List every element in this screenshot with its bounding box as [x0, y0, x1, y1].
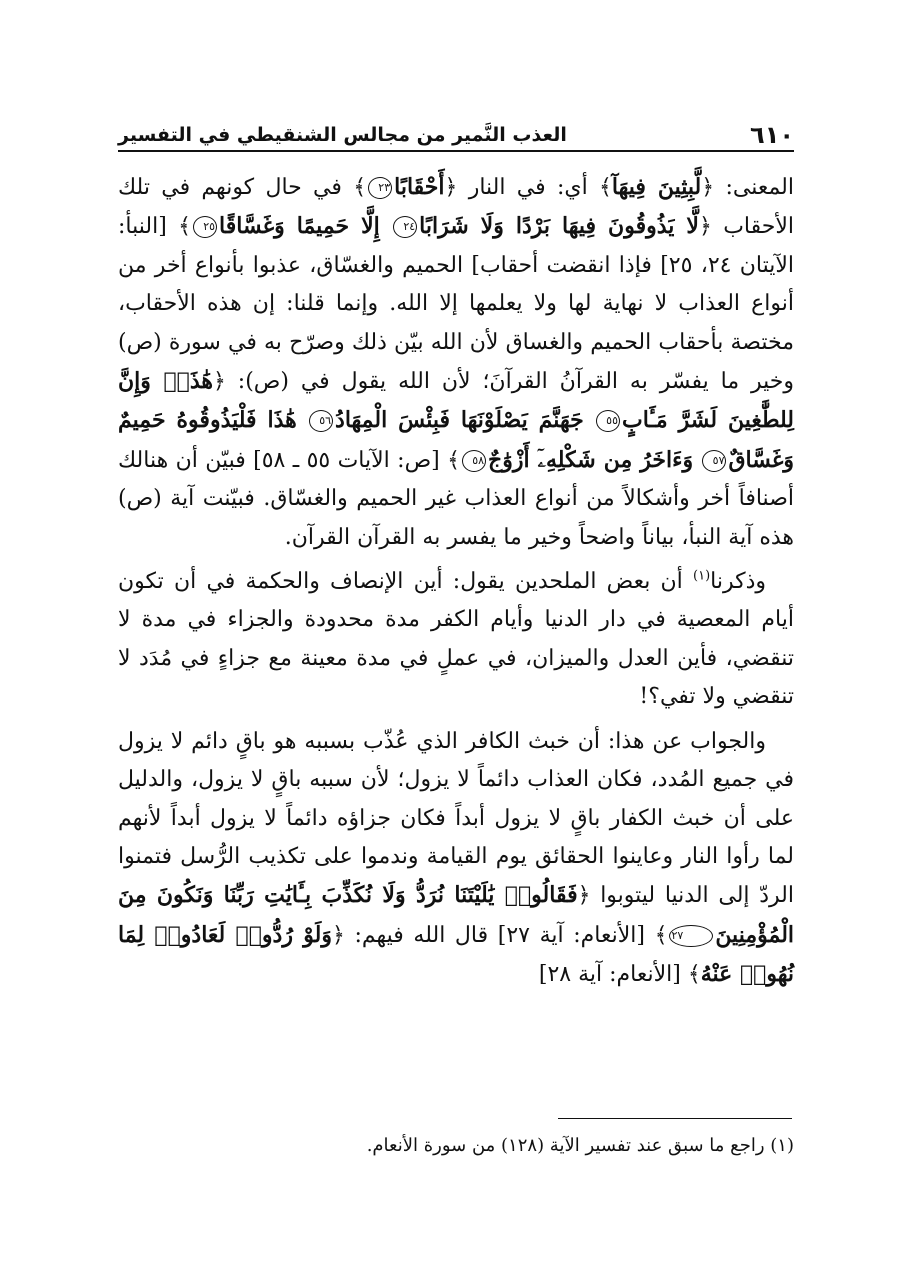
- quran-close-bracket: ﴾: [178, 214, 192, 240]
- quran-verse: أَحْقَابًا: [394, 174, 445, 200]
- text-span: أن بعض الملحدين يقول: أين الإنصاف والحكمة في أن تكون أيام المعصية في دار الدنيا وأيام الكفر مدة محدودة والجزاء في مدة لا تنقضي، فأين العدل والميزان، في عملٍ في مدة معينة مع جزاءٍ في مُدَد لا تنقضي ولا تفي؟!: [118, 569, 794, 710]
- footnote-reference[interactable]: (١): [693, 568, 711, 584]
- quran-verse: لَّبِثِينَ فِيهَآ: [611, 174, 702, 200]
- paragraph-3: [118, 723, 794, 995]
- verse-number-marker: ٥٦: [309, 410, 333, 432]
- quran-verse: هَٰذَاۚ وَإِنَّ لِلطَّٰغِينَ لَشَرَّ مَـَٔابٍ: [118, 368, 794, 434]
- quran-close-bracket: ﴾: [599, 175, 612, 200]
- verse-number-marker: ٥٨: [462, 450, 486, 472]
- quran-close-bracket: ﴾: [687, 962, 701, 988]
- verse-number-marker: ٥٧: [702, 450, 726, 472]
- text-span: [الأنعام: آية ٢٨]: [538, 962, 681, 988]
- footnote: (١) راجع ما سبق عند تفسير الآية (١٢٨) من سورة الأنعام.: [366, 1135, 794, 1156]
- quran-verse: لَّا يَذُوقُونَ فِيهَا بَرْدًا وَلَا شَرَابًا: [419, 213, 699, 240]
- footnote-divider: [558, 1118, 792, 1119]
- verse-number-marker: ٢٤: [393, 216, 417, 238]
- verse-number-marker: ٢٥: [193, 216, 217, 238]
- quran-open-bracket: ﴿: [331, 922, 345, 948]
- running-title: العذب النَّمير من مجالس الشنقيطي في التفسير: [118, 124, 567, 146]
- verse-number-marker: ٢٧: [669, 925, 713, 947]
- text-span: وذكرنا: [710, 569, 766, 595]
- paragraph-1: [118, 168, 794, 557]
- quran-verse: وَلَوْ رُدُّوا۟ لَعَادُوا۟ لِمَا نُهُوا۟ عَنْهُ: [118, 921, 794, 988]
- text-span: [الأنعام: آية ٢٧] قال الله فيهم:: [354, 922, 645, 948]
- quran-open-bracket: ﴿: [577, 883, 591, 909]
- main-text: [118, 168, 794, 1001]
- quran-verse: فَقَالُوا۟ يَٰلَيْتَنَا نُرَدُّ وَلَا نُكَذِّبَ بِـَٔايَٰتِ رَبِّنَا وَنَكُونَ مِنَ الْمُؤْمِنِينَ: [118, 882, 795, 948]
- quran-open-bracket: ﴿: [698, 214, 712, 240]
- quran-close-bracket: ﴾: [654, 922, 668, 948]
- quran-open-bracket: ﴿: [701, 175, 715, 200]
- text-span: المعنى:: [725, 175, 794, 200]
- quran-open-bracket: ﴿: [213, 369, 226, 395]
- text-span: [ص: الآيات ٥٥ ـ ٥٨] فبيّن أن هنالك أصنافاً أخر وأشكالاً من أنواع العذاب غير الحميم والغسّاق. فبيّنت آية (ص) هذه آية النبأ، بياناً واضحاً وخير ما يفسر به القرآن القرآن.: [118, 447, 794, 550]
- verse-number-marker: ٥٥: [596, 410, 620, 432]
- paragraph-2: [118, 563, 794, 717]
- text-span: [النبأ: الآيتان ٢٤، ٢٥] فإذا انقضت أحقاب] الحميم والغسّاق، عذبوا بأنواع أخر من أنواع العذاب لا نهاية لها ولا يعلمها إلا الله. وإنما قلنا: إن هذه الأحقاب، مختصة بأحقاب الحميم والغساق لأن الله بيّن ذلك وصرّح به في سورة (ص) وخير ما يفسّر به القرآنُ القرآنَ؛ لأن الله يقول في (ص):: [118, 214, 795, 395]
- quran-verse: وَءَاخَرُ مِن شَكْلِهِۦٓ أَزْوَٰجٌ: [488, 446, 694, 473]
- quran-verse: هَٰذَا فَلْيَذُوقُوهُ حَمِيمٌ وَغَسَّاقٌ: [118, 407, 795, 473]
- quran-verse: إِلَّا حَمِيمًا وَغَسَّاقًا: [219, 213, 380, 240]
- quran-verse: جَهَنَّمَ يَصْلَوْنَهَا فَبِئْسَ الْمِهَادُ: [335, 407, 584, 434]
- text-span: في حال كونهم في تلك الأحقاب: [118, 175, 795, 240]
- page-number: ٦١٠: [750, 121, 794, 149]
- quran-open-bracket: ﴿: [444, 175, 458, 200]
- verse-number-marker: ٢٣: [368, 177, 392, 199]
- text-span: والجواب عن هذا: أن خبث الكافر الذي عُذّب بسببه هو باقٍ دائم لا يزول في جميع المُدد، فكان العذاب دائماً لا يزول؛ لأن سببه باقٍ لا يزول، والدليل على أن خبث الكفار باقٍ لا يزول أبداً فكان جزاؤه دائماً لا يزول أبداً لأنهم لما رأوا النار وعاينوا الحقائق يوم القيامة وندموا على تكذيب الرُّسل فتمنوا الردّ إلى الدنيا ليتوبوا: [118, 728, 794, 909]
- quran-close-bracket: ﴾: [447, 447, 461, 473]
- quran-close-bracket: ﴾: [353, 175, 367, 200]
- header-divider: [118, 150, 794, 152]
- text-span: أي: في النار: [468, 175, 588, 200]
- page-header: [118, 108, 794, 148]
